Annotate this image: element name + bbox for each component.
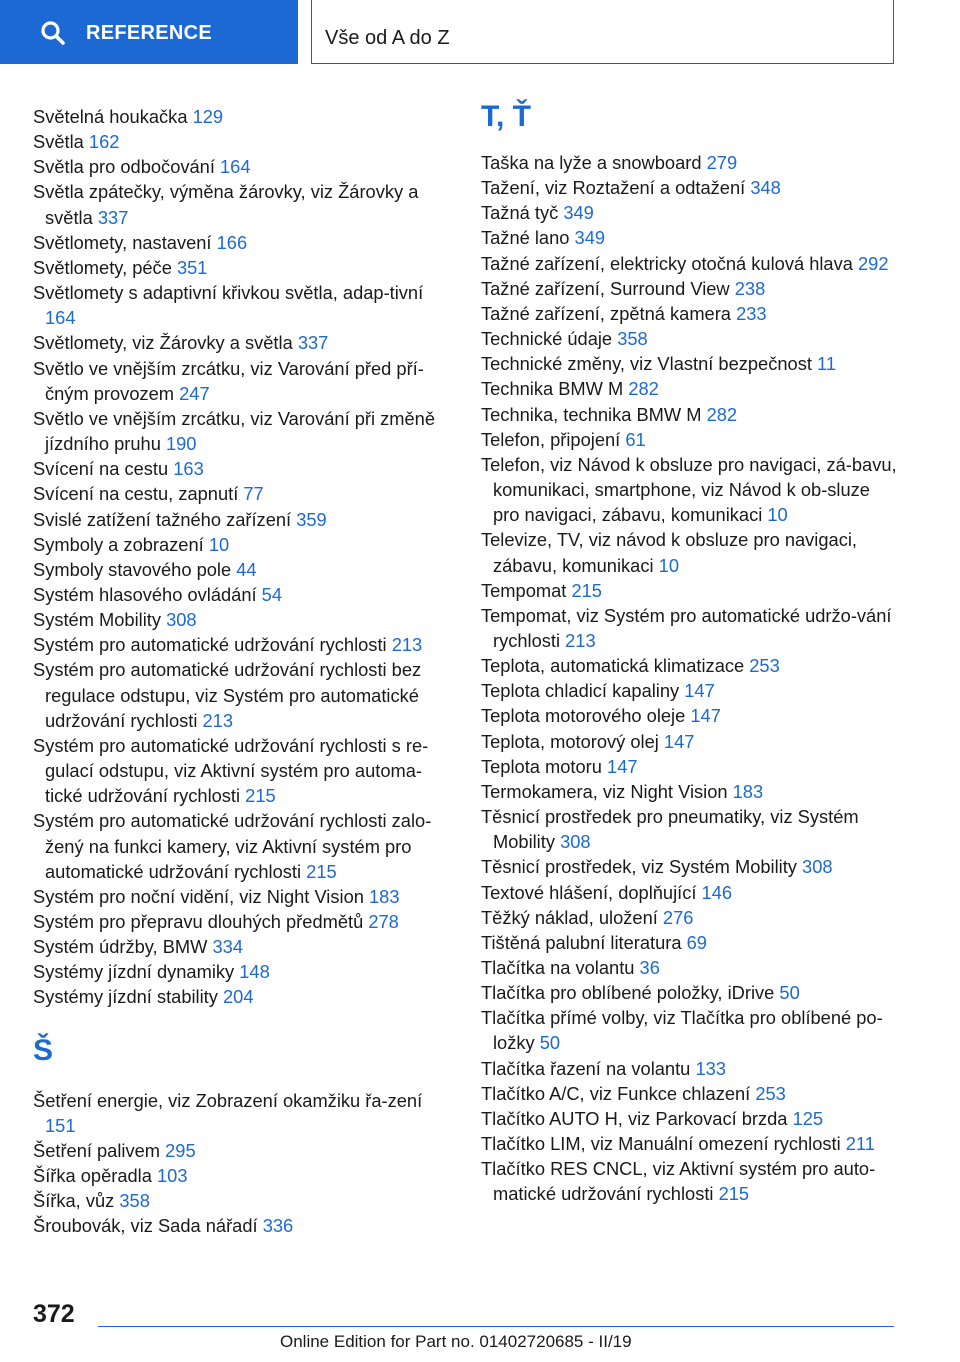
index-entry-page-link[interactable]: 278 [368, 911, 399, 932]
index-entry-page-link[interactable]: 295 [165, 1139, 196, 1161]
index-entry-page-link[interactable]: 163 [173, 458, 204, 480]
index-entry [481, 225, 901, 250]
index-entry-text: Termokamera, viz Night Vision [481, 780, 728, 802]
index-entry-page-link[interactable]: 10 [208, 533, 230, 555]
search-icon [40, 20, 66, 46]
index-entry [481, 376, 901, 401]
index-entry-text: Systém Mobility [33, 609, 161, 631]
index-entry-page-link[interactable]: 358 [119, 1190, 150, 1212]
index-entry-page-link[interactable]: 238 [734, 277, 766, 299]
index-entry-text: Telefon, připojení [481, 428, 621, 450]
index-entry-text: Svislé zatížení tažného zařízení [33, 508, 292, 530]
index-entry-page-link[interactable]: 11 [817, 353, 836, 375]
index-column-right [481, 100, 901, 1207]
index-entry [33, 934, 448, 959]
index-column-left [33, 104, 448, 1239]
index-entry-text: Symboly stavového pole [33, 558, 232, 580]
index-entry [481, 351, 901, 376]
index-entry [481, 427, 901, 452]
index-entry-text: Světelná houkačka [33, 106, 188, 127]
index-entry-page-link[interactable]: 204 [223, 986, 254, 1008]
index-entry [33, 1088, 448, 1138]
index-entry [481, 1005, 901, 1055]
index-entry-text: Tlačítko AUTO H, viz Parkovací brzda [481, 1107, 788, 1129]
index-entry-text: Systém pro automatické udržování rychlosti zalo‐žený na funkci kamery, viz Aktivní systém pro automatické udržování rychlosti [33, 810, 432, 882]
index-entry-page-link[interactable]: 50 [539, 1032, 561, 1054]
index-entry-text: Systémy jízdní dynamiky [33, 961, 235, 983]
index-entry-text: Těsnicí prostředek pro pneumatiky, viz Systém Mobility [481, 806, 859, 853]
index-entry-page-link[interactable]: 147 [663, 730, 695, 752]
index-entry-text: Teplota motorového oleje [481, 705, 686, 727]
index-entry-page-link[interactable]: 44 [236, 558, 257, 580]
index-entry-text: Svícení na cestu, zapnutí [33, 483, 239, 505]
index-entry-page-link[interactable]: 183 [732, 780, 764, 802]
index-entry [481, 175, 901, 200]
index-entry [33, 1138, 448, 1163]
index-entry-text: Systém pro přepravu dlouhých předmětů [33, 911, 364, 932]
index-entry-page-link[interactable]: 213 [202, 709, 234, 731]
index-entry [481, 402, 901, 427]
index-entry-text: Symboly a zobrazení [33, 533, 204, 555]
index-entry [33, 884, 448, 909]
index-entry-text: Tažné zařízení, zpětná kamera [481, 302, 731, 324]
index-entry-page-link[interactable]: 50 [779, 982, 800, 1004]
index-entry-text: Šroubovák, viz Sada nářadí [33, 1215, 258, 1237]
index-entry-text: Světlomety, viz Žárovky a světla [33, 332, 293, 354]
index-entry-text: Teplota, automatická klimatizace [481, 655, 745, 677]
reference-label: REFERENCE [86, 22, 213, 44]
index-entry-text: Světlomety s adaptivní křivkou světla, adap‐tivní [33, 282, 424, 304]
index-entry [33, 532, 448, 557]
index-entry-page-link[interactable]: 351 [176, 256, 208, 278]
index-entry [481, 603, 901, 653]
index-entry [481, 1056, 901, 1081]
index-entry [33, 984, 448, 1009]
index-entry [481, 779, 901, 804]
index-entry-page-link[interactable]: 61 [625, 428, 646, 450]
index-entry-text: Tažné zařízení, Surround View [481, 277, 730, 299]
index-entry [33, 557, 448, 582]
index-entry [481, 251, 901, 276]
footer-divider [98, 1326, 894, 1327]
index-entry-page-link[interactable]: 166 [216, 231, 248, 253]
index-entry [481, 1131, 901, 1156]
footer-edition: Online Edition for Part no. 01402720685 - II/19 [280, 1332, 632, 1351]
index-entry [481, 452, 901, 527]
index-entry [481, 980, 901, 1005]
index-entry [33, 582, 448, 607]
index-entry-page-link[interactable]: 151 [45, 1114, 76, 1136]
index-entry-text: Světla [33, 131, 84, 153]
index-entry-page-link[interactable]: 146 [701, 881, 733, 903]
index-entry [33, 179, 448, 229]
index-entry-text: Tažné zařízení, elektricky otočná kulová hlava [481, 252, 853, 274]
index-entry-page-link[interactable]: 183 [369, 885, 400, 907]
index-entry [33, 456, 448, 481]
index-entry [33, 507, 448, 532]
index-entry-page-link[interactable]: 190 [165, 433, 197, 455]
index-entry-text: Tažná tyč [481, 202, 559, 224]
index-entry-text: Světlo ve vnějším zrcátku, viz Varování při změně jízdního pruhu [33, 407, 435, 455]
index-entry [33, 154, 448, 179]
index-entry [33, 255, 448, 280]
index-entry-text: Tlačítka na volantu [481, 957, 635, 978]
index-entry [481, 729, 901, 754]
index-entry-page-link[interactable]: 253 [749, 655, 780, 677]
index-entry-text: Světlomety, péče [33, 256, 172, 278]
index-entry [33, 959, 448, 984]
index-entry-text: Tlačítko A/C, viz Funkce chlazení [481, 1082, 751, 1104]
index-entry-text: Taška na lyže a snowboard [481, 152, 702, 173]
index-entry-text: Systém údržby, BMW [33, 936, 208, 958]
index-entry-text: Systém pro noční vidění, viz Night Vision [33, 885, 364, 907]
index-entry [481, 200, 901, 225]
index-group-t [481, 150, 901, 1207]
index-entry-page-link[interactable]: 282 [706, 403, 738, 425]
index-entry-page-link[interactable]: 36 [639, 957, 660, 978]
index-entry [481, 703, 901, 728]
index-entry-text: Textové hlášení, doplňující [481, 881, 697, 903]
index-entry-page-link[interactable]: 133 [695, 1057, 726, 1079]
index-entry [33, 356, 448, 406]
index-entry-text: Systém pro automatické udržování rychlosti bez regulace odstupu, viz Systém pro automatické udržování rychlosti [33, 659, 422, 731]
index-entry-text: Těsnicí prostředek, viz Systém Mobility [481, 856, 797, 878]
index-entry-page-link[interactable]: 162 [88, 131, 120, 153]
index-entry [481, 678, 901, 703]
index-entry-text: Technické údaje [481, 328, 613, 350]
index-entry-page-link[interactable]: 336 [262, 1215, 294, 1237]
index-entry [33, 808, 448, 883]
index-entry [481, 905, 901, 930]
index-entry-page-link[interactable]: 129 [192, 106, 224, 127]
index-entry-page-link[interactable]: 147 [607, 755, 638, 777]
index-entry [481, 804, 901, 854]
index-entry-text: Tištěná palubní literatura [481, 931, 682, 953]
index-entry-page-link[interactable]: 279 [706, 152, 738, 173]
index-entry-page-link[interactable]: 213 [565, 629, 596, 651]
index-entry-page-link[interactable]: 147 [684, 680, 715, 702]
index-entry [481, 1106, 901, 1131]
index-entry-page-link[interactable]: 308 [560, 831, 591, 853]
index-entry-text: Světlomety, nastavení [33, 231, 212, 253]
index-entry-page-link[interactable]: 213 [391, 634, 423, 656]
index-entry-text: Těžký náklad, uložení [481, 906, 658, 928]
index-entry-page-link[interactable]: 147 [690, 705, 721, 727]
index-entry-page-link[interactable]: 337 [297, 332, 329, 354]
index-entry-text: Technické změny, viz Vlastní bezpečnost [481, 353, 812, 375]
index-entry [33, 230, 448, 255]
index-entry [481, 955, 901, 980]
index-entry-text: Šířka, vůz [33, 1190, 115, 1212]
index-entry-text: Tlačítka přímé volby, viz Tlačítka pro oblíbené po‐ložky [481, 1007, 883, 1054]
index-entry-page-link[interactable]: 215 [306, 860, 337, 882]
index-entry [481, 1081, 901, 1106]
index-entry-page-link[interactable]: 69 [686, 931, 707, 953]
index-entry-page-link[interactable]: 10 [767, 504, 788, 526]
index-entry-text: Systém pro automatické udržování rychlosti s re‐gulací odstupu, viz Aktivní systém pro automa‐tické udržování rychlosti [33, 734, 429, 807]
index-entry-text: Tempomat [481, 579, 567, 601]
index-entry-page-link[interactable]: 292 [858, 252, 889, 274]
section-title: Vše od A do Z [325, 27, 450, 49]
index-entry-page-link[interactable]: 308 [802, 856, 833, 878]
section-title-box [311, 0, 894, 64]
index-entry-page-link[interactable]: 164 [45, 307, 76, 329]
index-entry-page-link[interactable]: 148 [239, 961, 270, 983]
index-entry-text: Šetření energie, viz Zobrazení okamžiku řa‐zení [33, 1089, 423, 1111]
index-entry-page-link[interactable]: 215 [571, 579, 602, 601]
index-entry [33, 280, 448, 330]
index-entry-page-link[interactable]: 54 [261, 583, 283, 605]
index-entry-text: Televize, TV, viz návod k obsluze pro navigaci, zábavu, komunikaci [481, 529, 857, 576]
index-entry-text: Tažné lano [481, 227, 570, 249]
index-entry-page-link[interactable]: 77 [243, 483, 264, 505]
index-entry [481, 326, 901, 351]
index-entry-text: Světla pro odbočování [33, 156, 215, 178]
index-entry-text: Tlačítko RES CNCL, viz Aktivní systém pro auto‐matické udržování rychlosti [481, 1158, 876, 1205]
index-entry-text: Svícení na cestu [33, 458, 169, 480]
index-entry [33, 330, 448, 355]
index-entry [33, 909, 448, 934]
index-entry-page-link[interactable]: 211 [845, 1133, 875, 1155]
index-entry [481, 301, 901, 326]
index-entry [33, 1188, 448, 1213]
index-entry-text: Systém pro automatické udržování rychlosti [33, 634, 387, 656]
index-entry [481, 930, 901, 955]
page-header [0, 0, 960, 66]
index-entry-page-link[interactable]: 164 [220, 156, 251, 178]
index-entry [481, 854, 901, 879]
index-entry-page-link[interactable]: 334 [212, 936, 243, 958]
index-entry-page-link[interactable]: 10 [658, 554, 679, 576]
index-entry [481, 880, 901, 905]
index-entry-text: Technika BMW M [481, 378, 624, 400]
index-entry-page-link[interactable]: 349 [563, 202, 594, 224]
index-entry [481, 150, 901, 175]
index-entry-text: Světlo ve vnějším zrcátku, viz Varování před pří‐čným provozem [33, 357, 424, 404]
index-entry-text: Tažení, viz Roztažení a odtažení [481, 177, 746, 199]
index-entry [33, 733, 448, 808]
index-entry [481, 276, 901, 301]
index-entry-text: Technika, technika BMW M [481, 403, 702, 425]
index-entry-text: Systémy jízdní stability [33, 986, 218, 1008]
index-entry-text: Telefon, viz Návod k obsluze pro navigaci, zá‐bavu, komunikaci, smartphone, viz Návod k ob‐sluze pro navigaci, zábavu, komunikaci [481, 453, 897, 526]
index-entry-text: Tlačítka pro oblíbené položky, iDrive [481, 982, 775, 1004]
index-entry-text: Tlačítka řazení na volantu [481, 1057, 691, 1079]
index-entry [33, 481, 448, 506]
index-entry [33, 104, 448, 129]
index-entry-text: Systém hlasového ovládání [33, 583, 257, 605]
index-entry-page-link[interactable]: 276 [662, 906, 694, 928]
index-entry [33, 129, 448, 154]
index-entry-page-link[interactable]: 103 [157, 1165, 188, 1187]
index-entry [481, 578, 901, 603]
index-entry [33, 607, 448, 632]
index-entry-page-link[interactable]: 253 [755, 1082, 786, 1104]
index-entry [33, 1213, 448, 1238]
index-entry-page-link[interactable]: 233 [736, 302, 767, 324]
index-letter-t: T, Ť [481, 100, 531, 133]
index-entry-page-link[interactable]: 308 [166, 609, 197, 631]
index-letter-sh: Š [33, 1033, 54, 1067]
index-entry-page-link[interactable]: 215 [245, 785, 276, 807]
index-entry-page-link[interactable]: 125 [792, 1107, 824, 1129]
index-entry [33, 1163, 448, 1188]
index-entry [33, 632, 448, 657]
index-entry-page-link[interactable]: 349 [574, 227, 606, 249]
index-entry-text: Šířka opěradla [33, 1165, 152, 1187]
index-entry [481, 527, 901, 577]
reference-tab[interactable] [0, 0, 298, 64]
index-entry-page-link[interactable]: 337 [97, 206, 129, 228]
index-entry-text: Světla zpátečky, výměna žárovky, viz Žárovky a světla [33, 181, 419, 228]
index-entry [481, 1156, 901, 1206]
index-entry [481, 653, 901, 678]
index-entry-page-link[interactable]: 348 [750, 177, 781, 199]
index-entry-page-link[interactable]: 359 [296, 508, 327, 530]
index-entry-text: Šetření palivem [33, 1139, 161, 1161]
page-number: 372 [33, 1300, 75, 1328]
index-entry [33, 406, 448, 456]
index-entry-page-link[interactable]: 358 [617, 328, 648, 350]
index-entry [33, 657, 448, 732]
index-entry-text: Teplota, motorový olej [481, 730, 659, 752]
index-entry-text: Tempomat, viz Systém pro automatické udržo‐vání rychlosti [481, 604, 892, 651]
index-entry-page-link[interactable]: 215 [718, 1183, 750, 1205]
index-group-s [33, 104, 448, 1010]
index-entry-text: Teplota chladicí kapaliny [481, 680, 680, 702]
index-group-sh [33, 1088, 448, 1239]
index-entry [481, 754, 901, 779]
index-entry-page-link[interactable]: 247 [179, 382, 210, 404]
index-entry-page-link[interactable]: 282 [628, 378, 659, 400]
index-entry-text: Teplota motoru [481, 755, 602, 777]
index-entry-text: Tlačítko LIM, viz Manuální omezení rychlosti [481, 1133, 841, 1155]
